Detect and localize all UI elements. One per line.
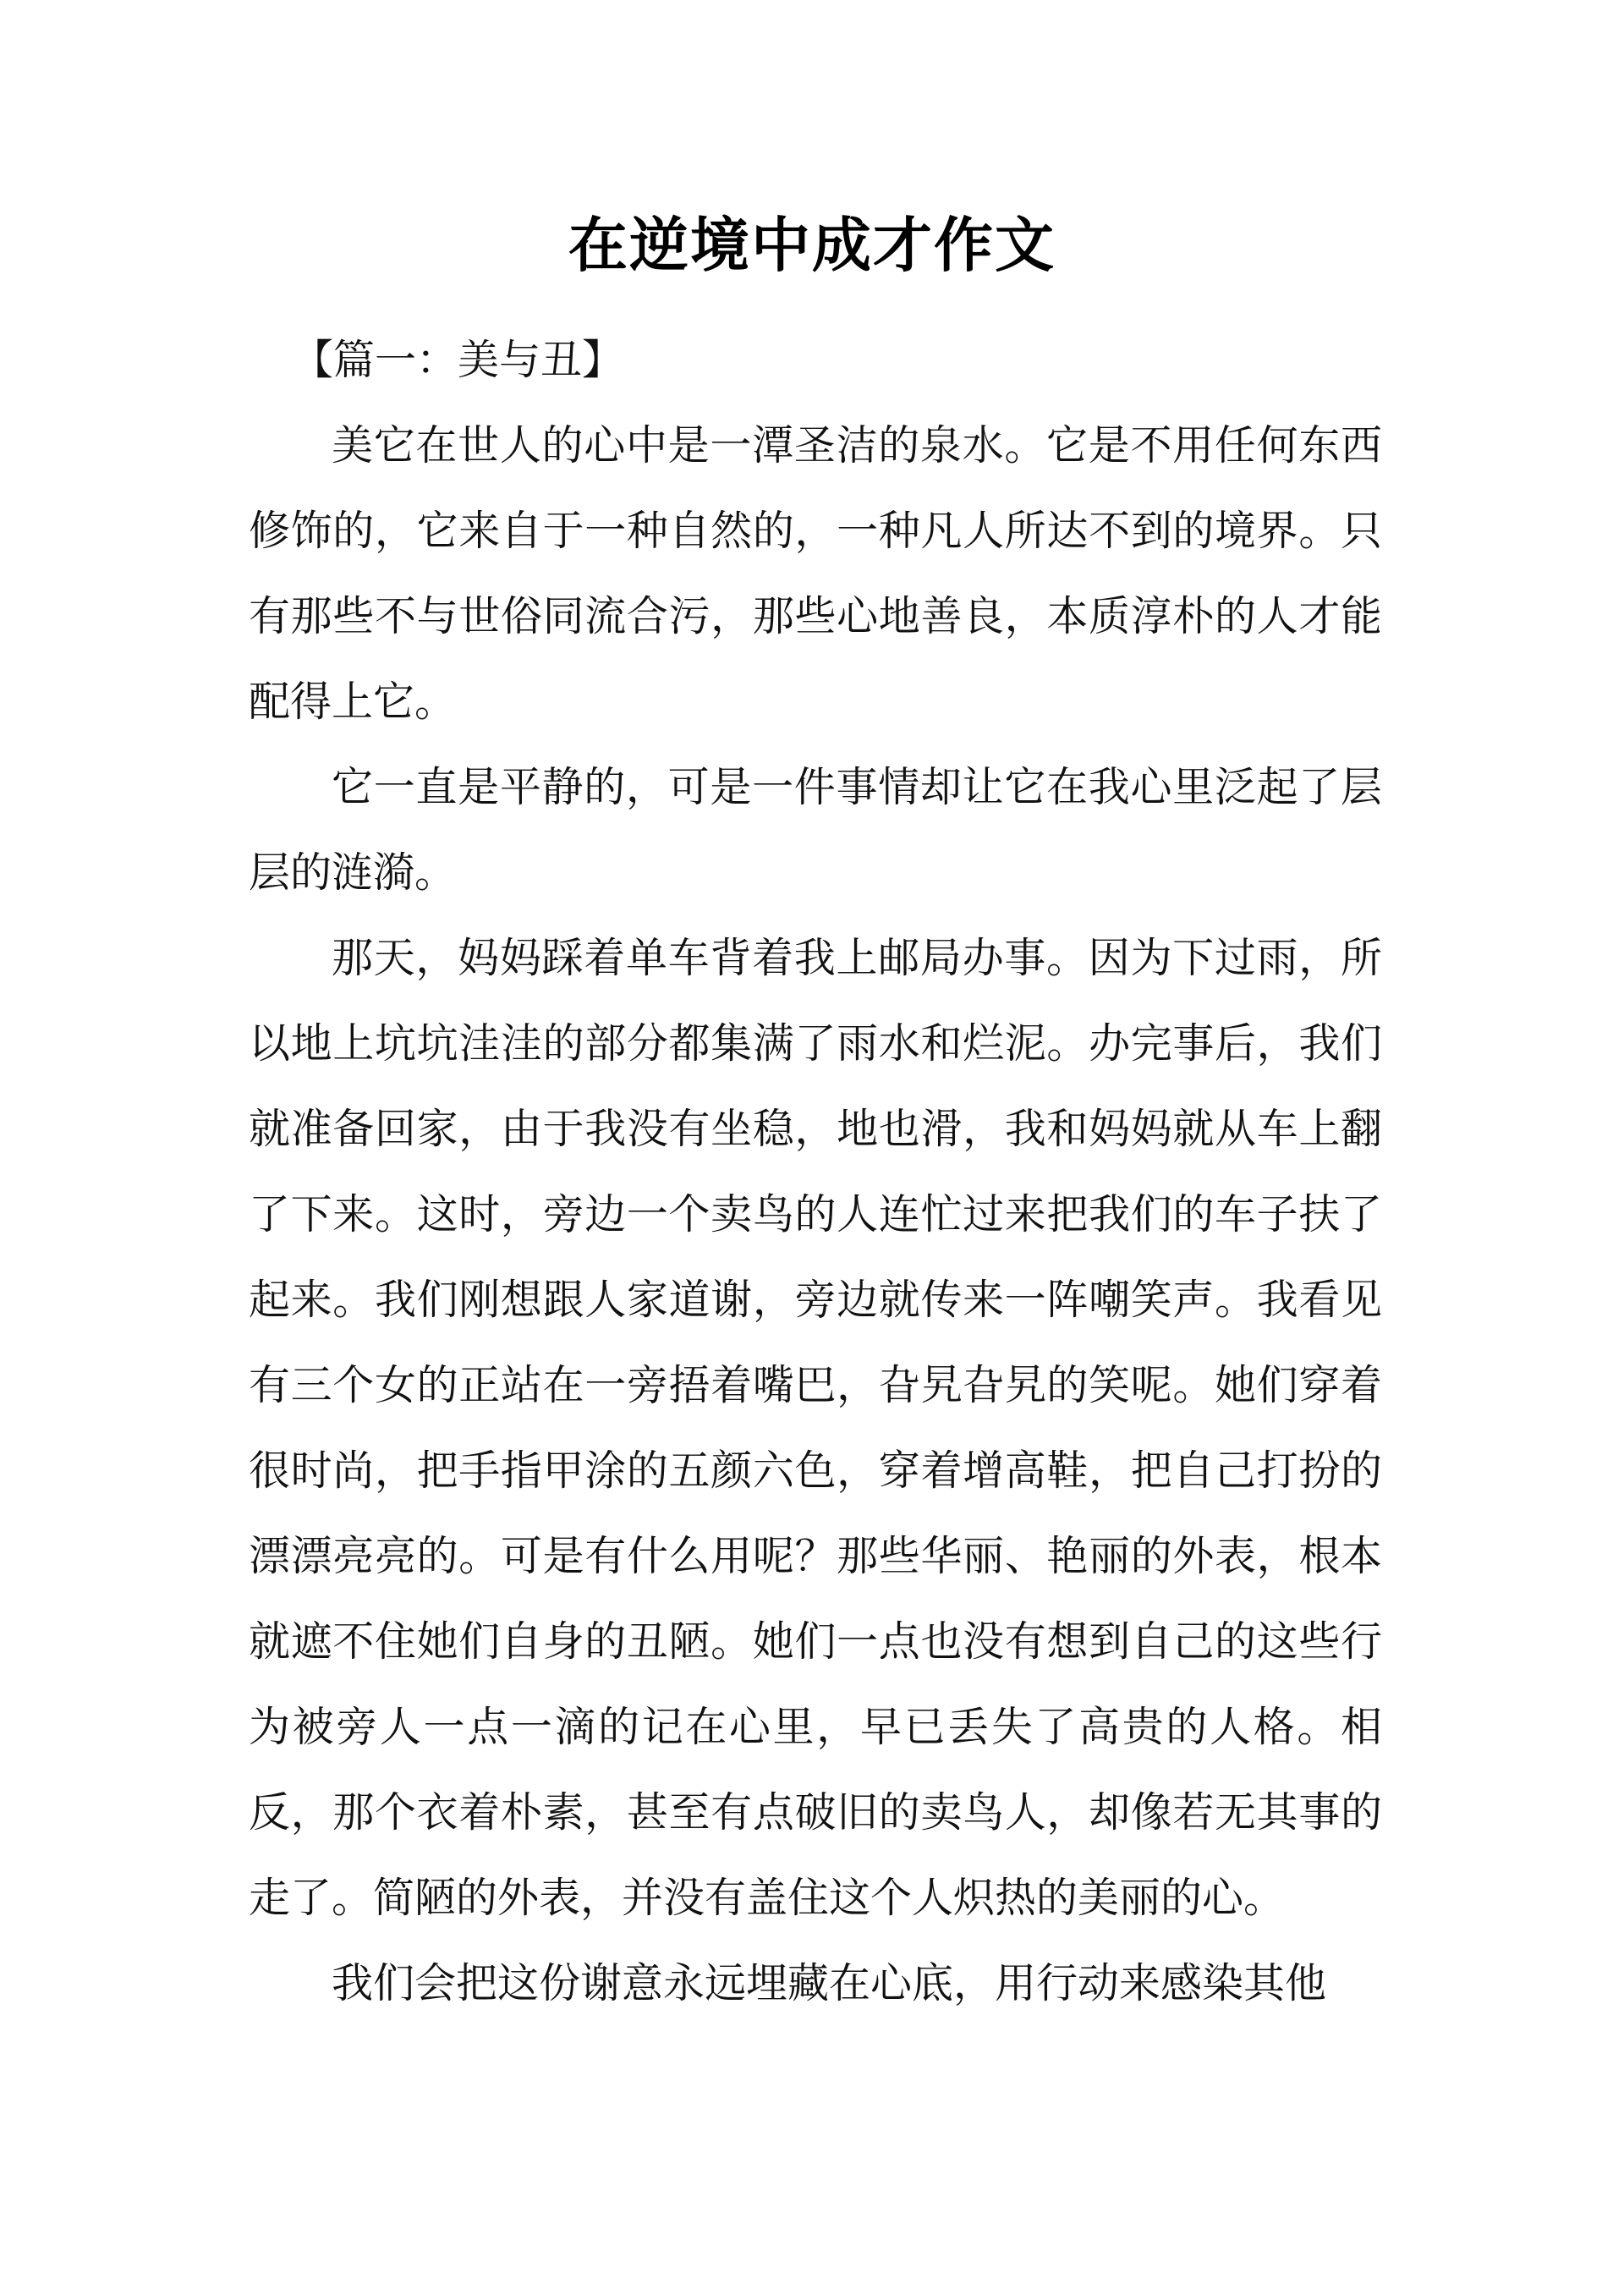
document-body	[249, 317, 1382, 2026]
paragraph: 我们会把这份谢意永远埋藏在心底，用行动来感染其他	[332, 1959, 1327, 2007]
paragraph: 美它在世人的心中是一潭圣洁的泉水。它是不用任何东西修饰的，它来自于一种自然的，一种凡人所达不到的境界。只有那些不与世俗同流合污，那些心地善良，本质淳朴的人才能配得上它。	[249, 421, 1382, 726]
page-title: 在逆境中成才作文	[568, 211, 1056, 280]
paragraph: 它一直是平静的，可是一件事情却让它在我心里泛起了层层的涟漪。	[249, 763, 1382, 897]
paragraph: 那天，妈妈踩着单车背着我上邮局办事。因为下过雨，所以地上坑坑洼洼的部分都集满了雨水和烂泥。办完事后，我们就准备回家，由于我没有坐稳，地也滑，我和妈妈就从车上翻了下来。这时，旁边一个卖鸟的人连忙过来把我们的车子扶了起来。我们刚想跟人家道谢，旁边就传来一阵嘲笑声。我看见有三个女的正站在一旁捂着嘴巴，旮旯旮旯的笑呢。她们穿着很时尚，把手指甲涂的五颜六色，穿着增高鞋，把自己打扮的漂漂亮亮的。可是有什么用呢？那些华丽、艳丽的外表，根本就遮不住她们自身的丑陋。她们一点也没有想到自己的这些行为被旁人一点一滴的记在心里，早已丢失了高贵的人格。相反，那个衣着朴素，甚至有点破旧的卖鸟人，却像若无其事的走了。简陋的外表，并没有盖住这个人炽热的美丽的心。	[249, 934, 1382, 1922]
section-heading: 【篇一：美与丑】	[292, 336, 624, 384]
